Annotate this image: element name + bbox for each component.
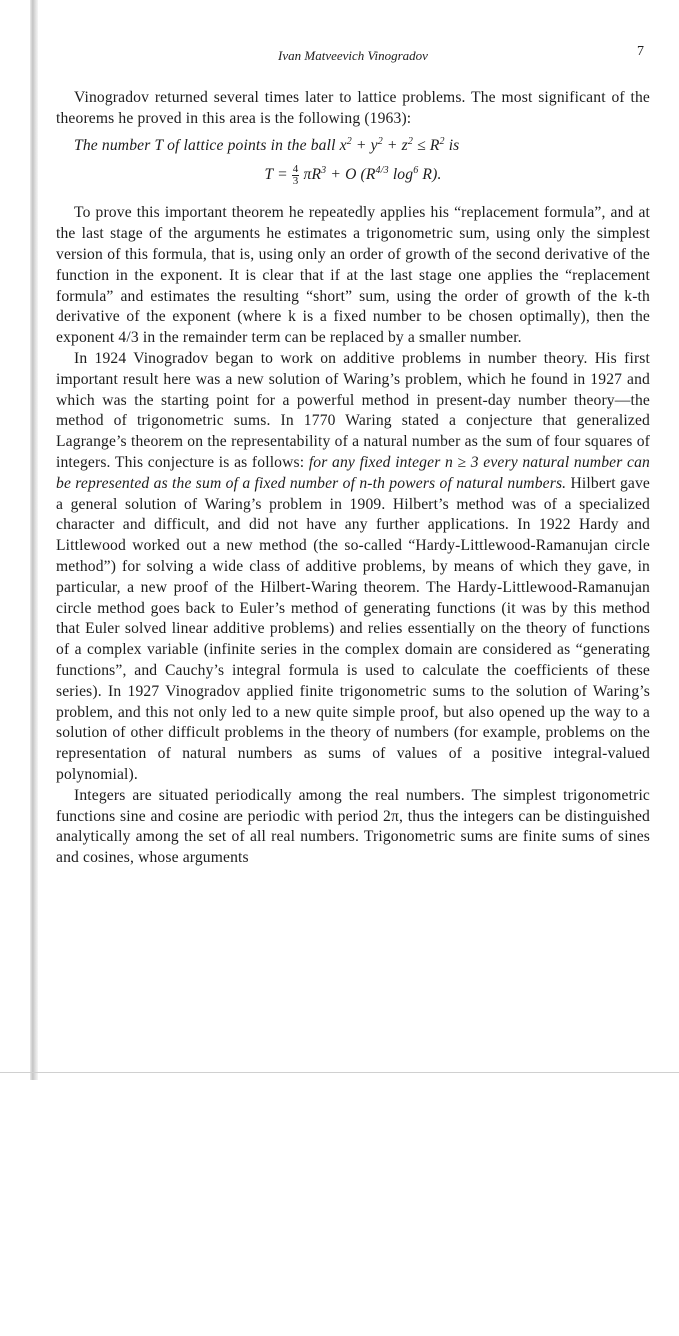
body-text: [56, 88, 650, 869]
formula-exp: 3: [321, 165, 327, 177]
exp: 2: [377, 135, 383, 147]
scan-binding-edge: [30, 0, 38, 1080]
waring-conjecture: for any fixed integer n ≥ 3 every natural number can be represented as the sum of a fixed number of n-th powers of natural numbers.: [56, 453, 650, 492]
running-title: Ivan Matveevich Vinogradov: [278, 48, 428, 63]
formula-pi-r: πR: [299, 166, 322, 184]
exp: 2: [407, 135, 414, 147]
paragraph-waring-part1: In 1924 Vinogradov began to work on additive problems in number theory. His first important result here was a new solution of Waring’s problem, which he found in 1927 and which was the starting point for a powerful method in present-day number theory—the method of trigonometric sums. In 1770 Waring stated a conjecture that generalized Lagrange’s theorem on the representability of a natural number as the sum of four squares of integers. This conjecture is as follows:: [56, 349, 650, 471]
fraction-denominator: 3: [292, 175, 299, 188]
theorem-statement: [56, 136, 650, 157]
page-number: 7: [637, 44, 644, 59]
formula: [56, 164, 650, 187]
running-head: [56, 40, 650, 64]
formula-exp: 6: [413, 165, 419, 177]
exp: 2: [346, 135, 352, 147]
scan-page-edge: [0, 1072, 679, 1073]
paragraph-intro: Vinogradov returned several times later to lattice problems. The most significant of the theorems he proved in this area is the following (1963):: [56, 89, 650, 127]
theorem-trail: is: [444, 136, 460, 154]
exp: 2: [439, 135, 445, 147]
paragraph-waring-part2: Hilbert gave a general solution of Waring’s problem in 1909. Hilbert’s method was of a specialized character and difficult, and did not have any further applications. In 1922 Hardy and Littlewood worked out a new method (the so-called “Hardy-Littlewood-Ramanujan circle method”) for solving a wide class of additive problems, by means of which they gave, in particular, a new proof of the Hilbert-Waring theorem. The Hardy-Littlewood-Ramanujan circle method goes back to Euler’s method of generating functions (it was by this method that Euler solved linear additive problems) and relies essentially on the theory of functions of a complex variable (infinite series in the complex domain are considered as “generating functions”, and Cauchy’s integral formula is used to calculate the coefficients of these series). In 1927 Vinogradov applied finite trigonometric sums to the solution of Waring’s problem, and this not only led to a new quite simple proof, but also opened up the way to a solution of other difficult problems in the theory of numbers (for example, problems on the representation of natural numbers as sums of values of a positive integral-valued polynomial).: [56, 474, 651, 783]
paragraph-integers: Integers are situated periodically among the real numbers. The simplest trigonometric functions sine and cosine are periodic with period 2π, thus the integers can be distinguished analytically among the set of all real numbers. Trigonometric sums are finite sums of sines and cosines, whose arguments: [56, 786, 650, 867]
ball-y: + y: [351, 136, 378, 154]
ball-x: x: [339, 136, 347, 154]
formula-lhs: T =: [264, 166, 292, 184]
ball-ineq: ≤ R: [413, 136, 440, 154]
formula-exp: 4/3: [375, 165, 389, 177]
formula-tail: R).: [418, 166, 442, 184]
fraction-numerator: 4: [292, 163, 299, 176]
ball-z: + z: [382, 136, 408, 154]
paragraph-replacement-formula: To prove this important theorem he repeatedly applies his “replacement formula”, and at the last stage of the arguments he estimates a trigonometric sum, using only the simplest version of this formula, that is, using only an order of growth of the second derivative of the function in the exponent. It is clear that if at the last stage one applies the “replacement formula” and estimates the resulting “short” sum, using the order of growth of the k-th derivative of the exponent (where k is a fixed number to be chosen optimally), then the exponent 4/3 in the remainder term can be replaced by a smaller number.: [56, 204, 650, 347]
formula-log: log: [388, 166, 414, 184]
book-page: [56, 40, 650, 869]
paragraph-waring: [56, 349, 650, 786]
theorem-lead: The number T of lattice points in the ball: [74, 136, 340, 154]
formula-o: + O (R: [326, 166, 376, 184]
